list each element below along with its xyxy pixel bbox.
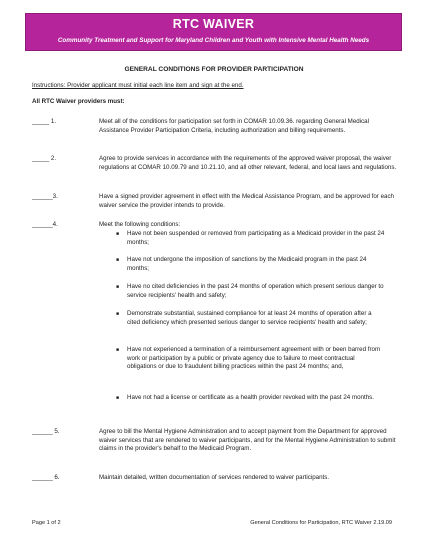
initial-line: ______ 5.: [32, 428, 60, 435]
initial-line: ______3.: [32, 193, 58, 200]
initial-line: ______ 6.: [32, 474, 60, 481]
list-item-text: Have not had a license or certificate as a health provider revoked with the past 24 months.: [127, 394, 374, 401]
condition-text: Meet all of the conditions for participation set forth in COMAR 10.09.36. regarding General Medical Assistance Provider Participation Criteria, including authorization and billing requirements.: [99, 118, 369, 134]
page-number: Page 1 of 2: [32, 520, 61, 526]
condition-text: Agree to bill the Mental Hygiene Administration and to accept payment from the Department for approved waiver services that are rendered to waiver participants, and for the Mental Hygiene Administration to submit claims in the provider's behalf to the Medicaid Program.: [99, 428, 396, 453]
condition-text: Have a signed provider agreement in effect with the Medical Assistance Program, and be approved for each waiver service the provider intends to provide.: [99, 193, 394, 209]
footer-doc-ref: General Conditions for Participation, RTC Waiver 2.19.09: [250, 520, 392, 526]
initial-line: _____ 2.: [32, 155, 57, 162]
list-item-text: Have not been suspended or removed from participating as a Medicaid provider in the past 24 months;: [127, 230, 385, 246]
header-banner: [25, 13, 402, 51]
list-item-text: Have not undergone the imposition of sanctions by the Medicaid program in the past 24 months;: [127, 256, 367, 272]
bullet-icon: ■: [116, 395, 120, 401]
bullet-icon: ■: [116, 257, 120, 263]
list-item-text: Have no cited deficiencies in the past 24 months of operation which present serious danger to service recipients' health and safety;: [127, 283, 384, 299]
bullet-icon: ■: [116, 347, 120, 353]
instructions-text: Provider applicant must initial each line item and sign at the end.: [65, 82, 244, 89]
requirements-heading: All RTC Waiver providers must:: [32, 98, 125, 105]
list-item-text: Have not experienced a termination of a reimbursement agreement with or been barred from work or participation by a public or private agency due to failure to meet contractual obligations or due to fraudulent billing practices within the past 24 months; and,: [127, 346, 381, 371]
initial-line: _____ 1.: [32, 118, 57, 125]
initial-line: ______4.: [32, 221, 58, 228]
list-item-text: Demonstrate substantial, sustained compliance for at least 24 months of operation after a cited deficiency which presented serious danger to service recipients' health and safety;: [127, 310, 372, 326]
banner-subtitle: Community Treatment and Support for Maryland Children and Youth with Intensive Mental Health Needs: [57, 37, 370, 44]
document-title: GENERAL CONDITIONS FOR PROVIDER PARTICIPATION: [124, 66, 304, 73]
condition-text: Maintain detailed, written documentation of services rendered to waiver participants.: [99, 474, 330, 481]
banner-title: RTC WAIVER: [172, 17, 255, 31]
condition-text: Agree to provide services in accordance with the requirements of the approved waiver proposal, the waiver regulations at COMAR 10.09.79 and 10.21.10, and all other relevant, federal, and local laws and regulations.: [99, 155, 397, 171]
bullet-icon: ■: [116, 284, 120, 290]
bullet-icon: ■: [116, 311, 120, 317]
bullet-icon: ■: [116, 231, 120, 237]
instructions-label: Instructions:: [32, 82, 66, 89]
condition-text: Meet the following conditions:: [99, 221, 181, 228]
instructions: [32, 82, 244, 89]
